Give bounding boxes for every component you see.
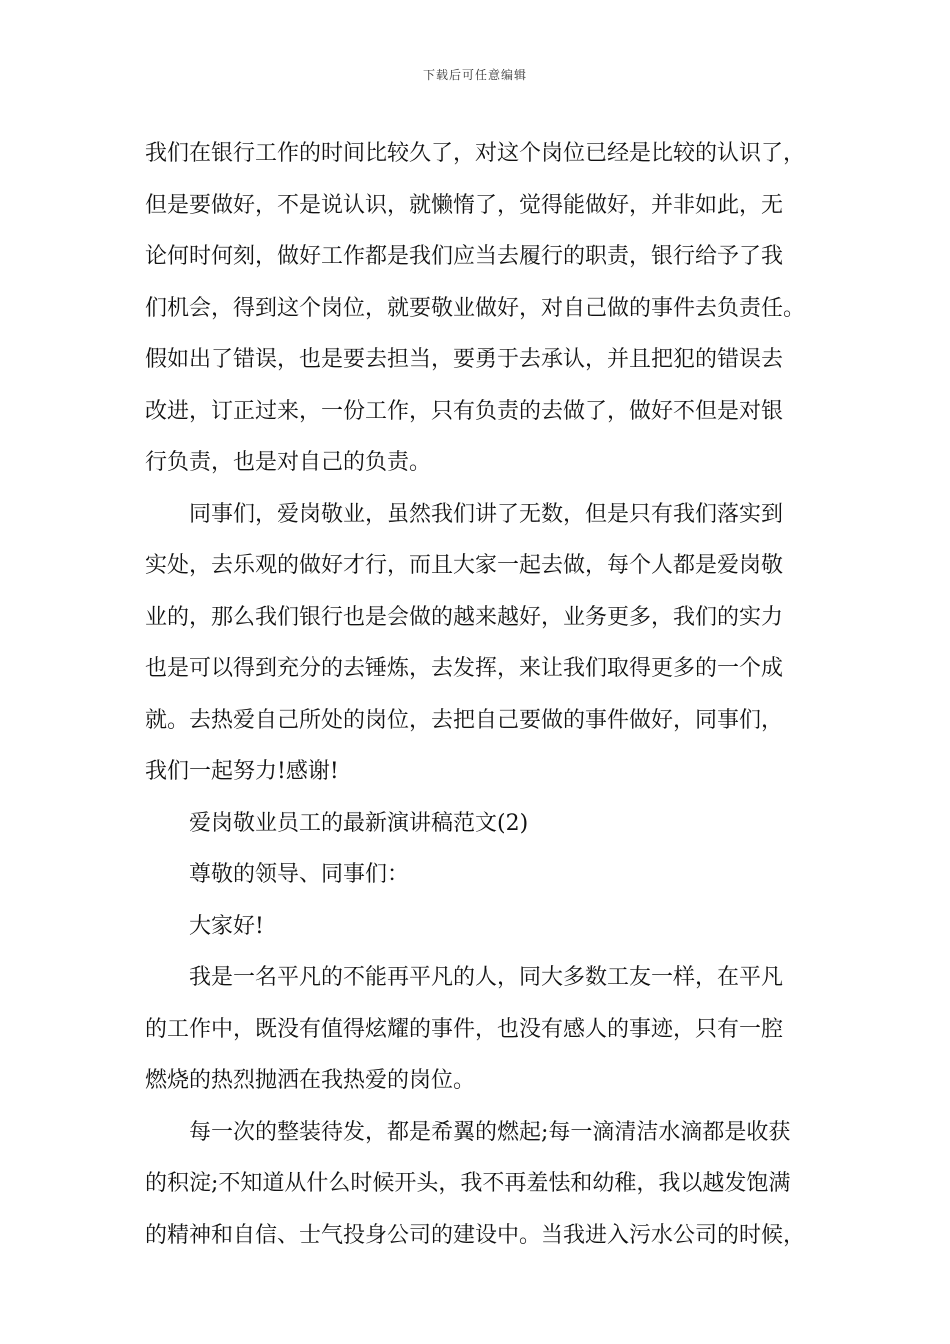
greeting <box>145 901 810 953</box>
salutation <box>145 849 810 901</box>
text-line: 每一次的整装待发，都是希翼的燃起;每一滴清洁水滴都是收获 <box>189 1119 791 1145</box>
text-line: 的精神和自信、士气投身公司的建设中。当我进入污水公司的时候， <box>145 1222 806 1248</box>
text-line: 行负责，也是对自己的负责。 <box>145 450 432 475</box>
text-line: 假如出了错误，也是要去担当，要勇于去承认，并且把犯的错误去 <box>145 347 784 372</box>
text-line: 但是要做好，不是说认识，就懒惰了，觉得能做好，并非如此，无 <box>145 192 784 218</box>
header-text: 下载后可任意编辑 <box>422 68 527 82</box>
text-line: 的积淀;不知道从什么时候开头，我不再羞怯和幼稚，我以越发饱满 <box>145 1171 791 1196</box>
text-line: 同事们，爱岗敬业，虽然我们讲了无数，但是只有我们落实到 <box>189 501 784 527</box>
document-body <box>145 128 810 1261</box>
text-line: 燃烧的热烈抛洒在我热爱的岗位。 <box>145 1068 476 1093</box>
paragraph-4 <box>145 1107 810 1262</box>
text-line: 实处，去乐观的做好才行，而且大家一起去做，每个人都是爱岗敬 <box>145 553 784 578</box>
text-line: 的工作中，既没有值得炫耀的事件，也没有感人的事迹，只有一腔 <box>145 1016 784 1042</box>
text-line: 我是一名平凡的不能再平凡的人，同大多数工友一样，在平凡 <box>189 965 784 990</box>
text-line: 业的，那么我们银行也是会做的越来越好，业务更多，我们的实力 <box>145 604 784 630</box>
section-title <box>145 798 810 850</box>
text-line: 我们一起努力!感谢! <box>145 759 339 784</box>
text-line: 们机会，得到这个岗位，就要敬业做好，对自己做的事件去负责任。 <box>145 295 806 321</box>
text-line: 论何时何刻，做好工作都是我们应当去履行的职责，银行给予了我 <box>145 244 784 269</box>
text-line: 大家好! <box>189 913 264 939</box>
text-line: 爱岗敬业员工的最新演讲稿范文(2) <box>189 810 529 836</box>
text-line: 就。去热爱自己所处的岗位，去把自己要做的事件做好，同事们， <box>145 707 784 733</box>
text-line: 尊敬的领导、同事们： <box>189 862 410 887</box>
paragraph-1 <box>145 128 810 489</box>
text-line: 也是可以得到充分的去锤炼，去发挥，来让我们取得更多的一个成 <box>145 656 784 681</box>
paragraph-3 <box>145 952 810 1107</box>
page-header <box>0 66 950 83</box>
paragraph-2 <box>145 489 810 798</box>
text-line: 我们在银行工作的时间比较久了，对这个岗位已经是比较的认识了， <box>145 141 806 166</box>
text-line: 改进，订正过来，一份工作，只有负责的去做了，做好不但是对银 <box>145 398 784 424</box>
